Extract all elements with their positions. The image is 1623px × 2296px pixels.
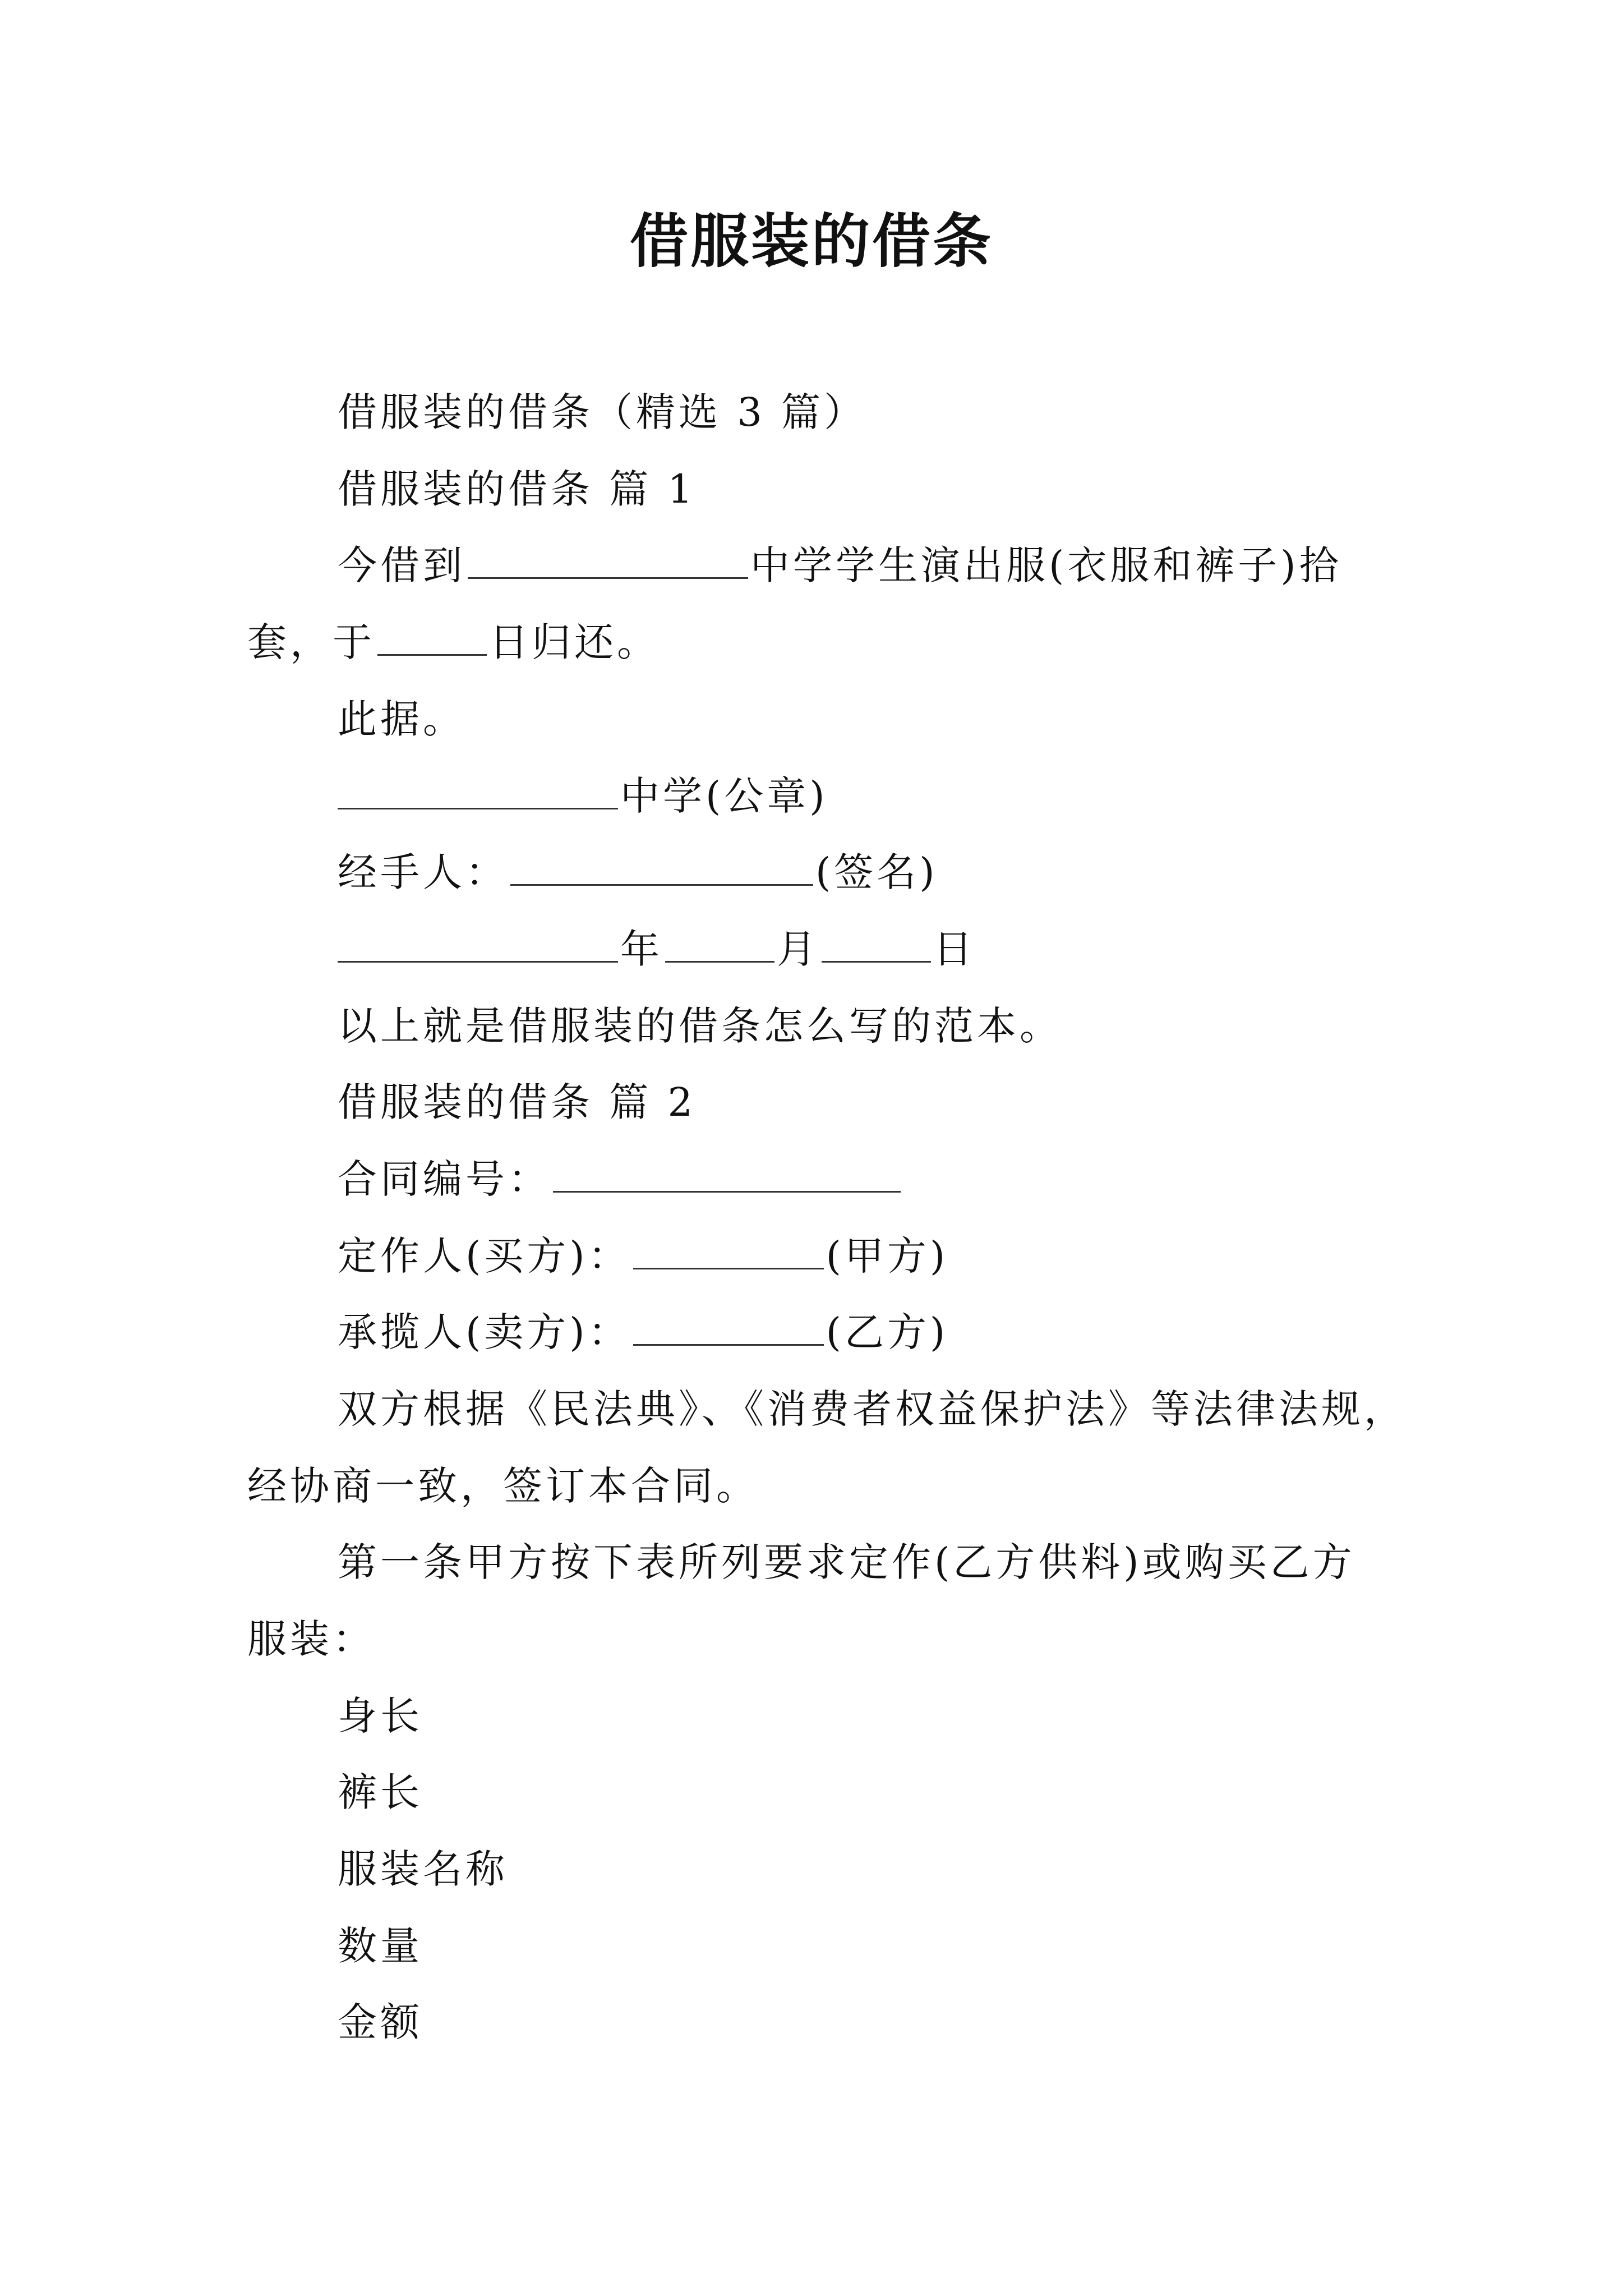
text-segment: 中学学生演出服(衣服和裤子)拾 (750, 542, 1342, 588)
article1-line1: 第一条甲方按下表所列要求定作(乙方供料)或购买乙方 (338, 1539, 1355, 1585)
contract-number-line (338, 1151, 903, 1207)
blank-field-buyer (633, 1233, 824, 1269)
blank-field-return-date (377, 619, 487, 656)
buyer-line (338, 1228, 948, 1284)
summary-line: 以上就是借服装的借条怎么写的范本。 (338, 1003, 1062, 1049)
subtitle-line: 借服装的借条（精选 3 篇） (338, 389, 867, 435)
text-segment: 定作人(买方)： (338, 1233, 631, 1279)
text-segment: 中学(公章) (620, 773, 828, 819)
blank-field-handler (510, 849, 813, 886)
document-title: 借服装的借条 (629, 206, 993, 275)
borrow-statement-line1 (338, 537, 1342, 593)
list-item-pants-length: 裤长 (338, 1769, 423, 1815)
text-segment: 合同编号： (338, 1156, 551, 1202)
text-segment: (甲方) (826, 1233, 949, 1279)
part2-heading: 借服装的借条 篇 2 (338, 1079, 697, 1125)
blank-field-year (338, 926, 618, 963)
blank-field-contract-number (553, 1156, 901, 1193)
text-segment: 今借到 (338, 542, 465, 588)
text-segment: 经手人： (338, 849, 508, 895)
agreement-line2: 经协商一致，签订本合同。 (247, 1463, 759, 1509)
text-segment: 日 (933, 926, 976, 972)
list-item-quantity: 数量 (338, 1923, 423, 1969)
proof-line: 此据。 (338, 696, 465, 742)
seller-line (338, 1304, 948, 1360)
blank-field-school (468, 542, 748, 579)
seal-line (338, 768, 828, 824)
blank-field-month (665, 926, 774, 963)
part1-heading: 借服装的借条 篇 1 (338, 466, 697, 512)
list-item-garment-name: 服装名称 (338, 1846, 508, 1892)
blank-field-day (822, 926, 931, 963)
text-segment: (签名) (815, 849, 938, 895)
text-segment: 套，于 (247, 619, 375, 665)
text-segment: 月 (777, 926, 819, 972)
text-segment: 日归还。 (489, 619, 660, 665)
blank-field-seller (633, 1309, 824, 1346)
article1-line2: 服装： (247, 1616, 375, 1662)
blank-field-school-seal (338, 773, 618, 809)
handler-line (338, 844, 938, 900)
borrow-statement-line2 (247, 614, 660, 670)
agreement-line1: 双方根据《民法典》、《消费者权益保护法》等法律法规， (338, 1386, 1407, 1432)
list-item-body-length: 身长 (338, 1693, 423, 1739)
text-segment: 年 (620, 926, 663, 972)
list-item-amount: 金额 (338, 1999, 423, 2045)
date-line (338, 921, 976, 977)
text-segment: 承揽人(卖方)： (338, 1309, 631, 1355)
text-segment: (乙方) (826, 1309, 949, 1355)
